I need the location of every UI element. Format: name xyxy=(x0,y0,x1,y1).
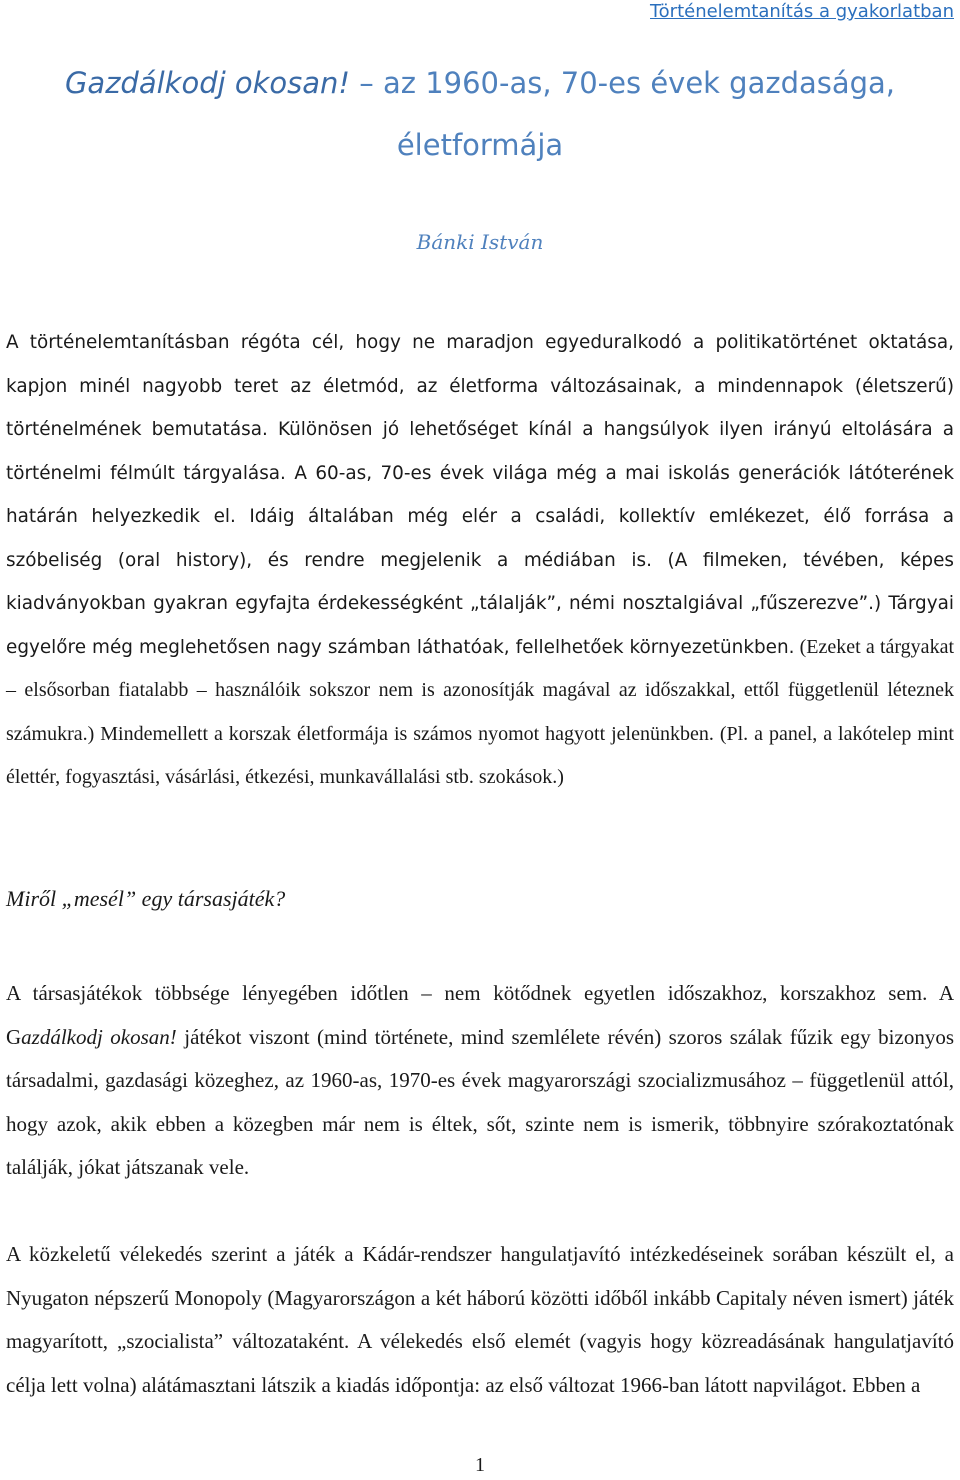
p2-after: játékot viszont (mind története, mind szemlélete révén) szoros szálak fűzik egy bizonyos társadalmi, gazdasági közeghez, az 1960-as, 1970-es évek magyarországi szocializmusához – függetlenül attól, hogy azok, akik ebben a közegben már nem is éltek, sőt, szinte nem is ismerik, többnyire szórakoztatónak találják, jókat játszanak vele. xyxy=(6,1024,954,1179)
page-title xyxy=(0,52,960,114)
section-heading: Miről „mesél” egy társasjáték? xyxy=(6,886,286,911)
intro-paragraph-part1: A történelemtanításban régóta cél, hogy ne maradjon egyeduralkodó a politikatörténet oktatása, kapjon minél nagyobb teret az életmód, az életforma változásainak, a mindennapok (életszerű) történelmének bemutatása. Különösen jó lehetőséget kínál a hangsúlyok ilyen irányú eltolására a történelmi félmúlt tárgyalása. A 60-as, 70-es évek világa még a mai iskolás generációk látóterének határán helyezkedik el. Idáig általában még elér a családi, kollektív emlékezet, élő forrása a szóbeliség (oral history), és rendre megjelenik a médiában is. (A filmeken, tévében, képes kiadványokban gyakran egyfajta érdekességként „tálalják”, némi nosztalgiával „fűszerezve”.) Tárgyai egyelőre még meglehetősen nagy számban láthatóak, fellelhetőek környezetünkben. xyxy=(6,332,954,658)
body-paragraph-2 xyxy=(6,972,954,1190)
page-number: 1 xyxy=(475,1454,485,1476)
header-link[interactable]: Történelemtanítás a gyakorlatban xyxy=(650,1,954,22)
p2-game-title: azdálkodj okosan! xyxy=(21,1024,177,1049)
title-game-name: Gazdálkodj okosan! xyxy=(64,66,351,100)
intro-paragraph-part2: (Ezeket a tárgyakat – elsősorban fiatalabb – használóik sokszor nem is azonosítják magával az időszakkal, ettől függetlenül léteznek számukra.) Mindemellett a korszak életformája is számos nyomot hagyott jelenünkben. (Pl. a panel, a lakótelep mint élettér, fogyasztási, vásárlási, étkezési, munkavállalási stb. szokások.) xyxy=(6,635,954,788)
title-rest: – az 1960-as, 70-es évek gazdasága, xyxy=(350,66,896,100)
p2-before: A társasjátékok többsége lényegében időtlen – nem kötődnek egyetlen időszakhoz, korszakhoz sem. A G xyxy=(6,981,954,1049)
body-paragraph-3: A közkeletű vélekedés szerint a játék a Kádár-rendszer hangulatjavító intézkedéseinek sorában készült el, a Nyugaton népszerű Monopoly (Magyarországon a két háború közötti időből inkább Capitaly néven ismert) játék magyarított, „szocialista” változataként. A vélekedés első elemét (vagyis hogy közreadásának hangulatjavító célja lett volna) alátámasztani látszik a kiadás időpontja: az első változat 1966-ban látott napvilágot. Ebben a xyxy=(6,1242,954,1397)
intro-paragraph xyxy=(6,321,954,800)
page-title-line2: életformája xyxy=(396,128,564,162)
author-name: Bánki István xyxy=(416,230,544,254)
